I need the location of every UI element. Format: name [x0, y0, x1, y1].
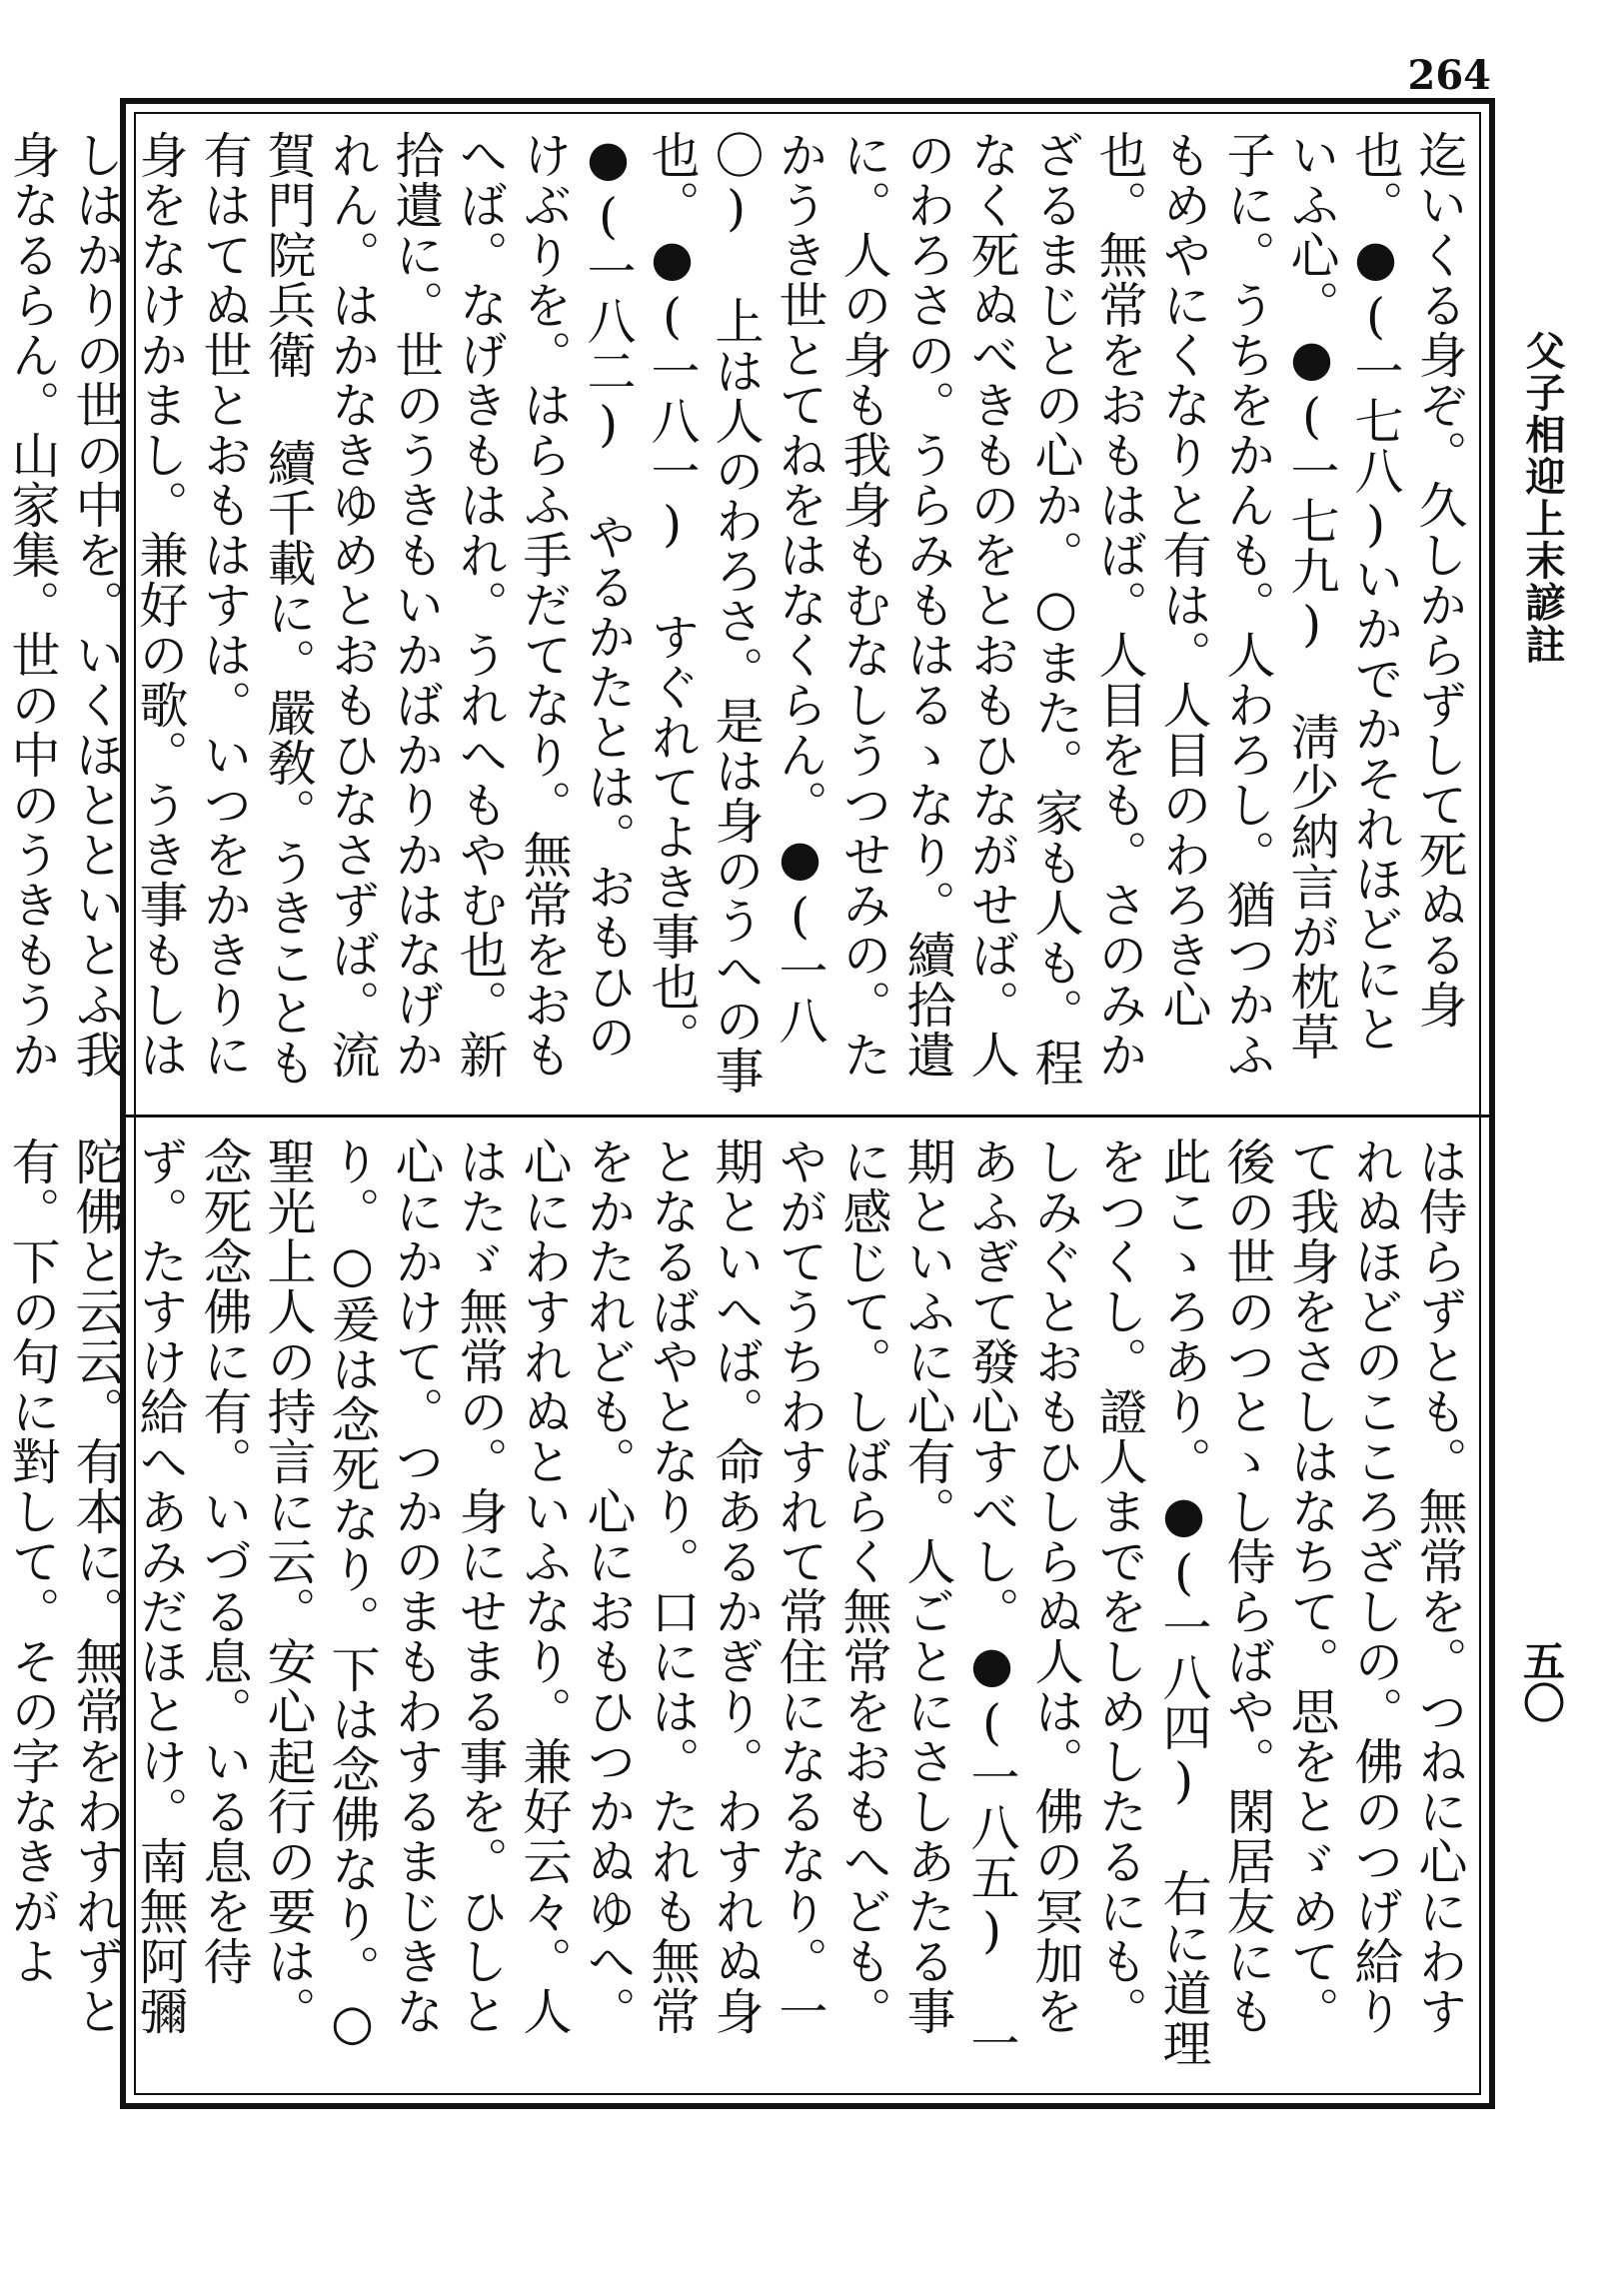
top-text-body: 迄いくる身ぞ。久しからずして死ぬる身也。●(一七八)いかでかそれほどにといふ心。●(一七九) 淸少納言が枕草子に。うちをかんも。人わろし。猶つかふもめやにくなりと有は。人目のわろき心也。無常をおもはば。人目をも。さのみかざるまじとの心か。○また。家も人も。程なく死ぬべきものをとおもひながせば。人のわろさの。うらみもはるゝなり。續拾遺に。人の身も我身もむなしうつせみの。たかうき世とてねをはなくらん。●(一八〇) 上は人のわろさ。是は身のうへの事也。●(一八一) すぐれてよき事也。●(一八二) やるかたとは。おもひのけぶりを。はらふ手だてなり。無常をおもへば。なげきもはれ。うれへもやむ也。新拾遺に。世のうきもいかばかりかはなげかれん。はかなきゆめとおもひなさずば。流賀門院兵衛 續千載に。嚴敎。うきことも有はてぬ世とおもはすは。いつをかきりに身をなけかまし。兼好の歌。うき事もしはしはかりの世の中を。いくほとといとふ我身なるらん。山家集。世の中のうきもうか — [4, 130, 1468, 1096]
running-head: 父子相迎上末諺註 — [1519, 330, 1566, 666]
page-frame — [4, 98, 1495, 2109]
folio: 五〇 — [1517, 1639, 1566, 1723]
bottom-text-section — [4, 1137, 1471, 2081]
bottom-text-body: は侍らずとも。無常を。つねに心にわすれぬほどのこころざしの。佛のつげ給りて我身をさしはなちて。思をとゞめて。後の世のつとゝし侍らばや。閑居友にも此こゝろあり。●(一八四) 右に道理をつくし。證人までをしめしたるにも。しみぐとおもひしらぬ人は。佛の冥加をあふぎて發心すべし。●(一八五) 一期といふに心有。人ごとにさしあたる事に感じて。しばらく無常をおもへども。やがてうちわすれて常住になるなり。一期といへば。命あるかぎり。わすれぬ身となるばやとなり。口には。たれも無常をかたれども。心におもひつかぬゆへ。心にわすれぬといふなり。兼好云々。人はたゞ無常の。身にせまる事を。ひしと心にかけて。つかのまもわするまじきなり。○爰は念死なり。下は念佛なり。○聖光上人の持言に云。安心起行の要は。念死念佛に有。いづる息。いる息を待ず。たすけ給へあみだほとけ。南無阿彌陀佛と云云。有本に。無常をわすれずと有。下の句に對して。その字なきがよ — [4, 1137, 1468, 2068]
page-number: 264 — [1407, 52, 1491, 99]
section-divider — [126, 1115, 1489, 1118]
top-text-section — [4, 130, 1471, 1100]
